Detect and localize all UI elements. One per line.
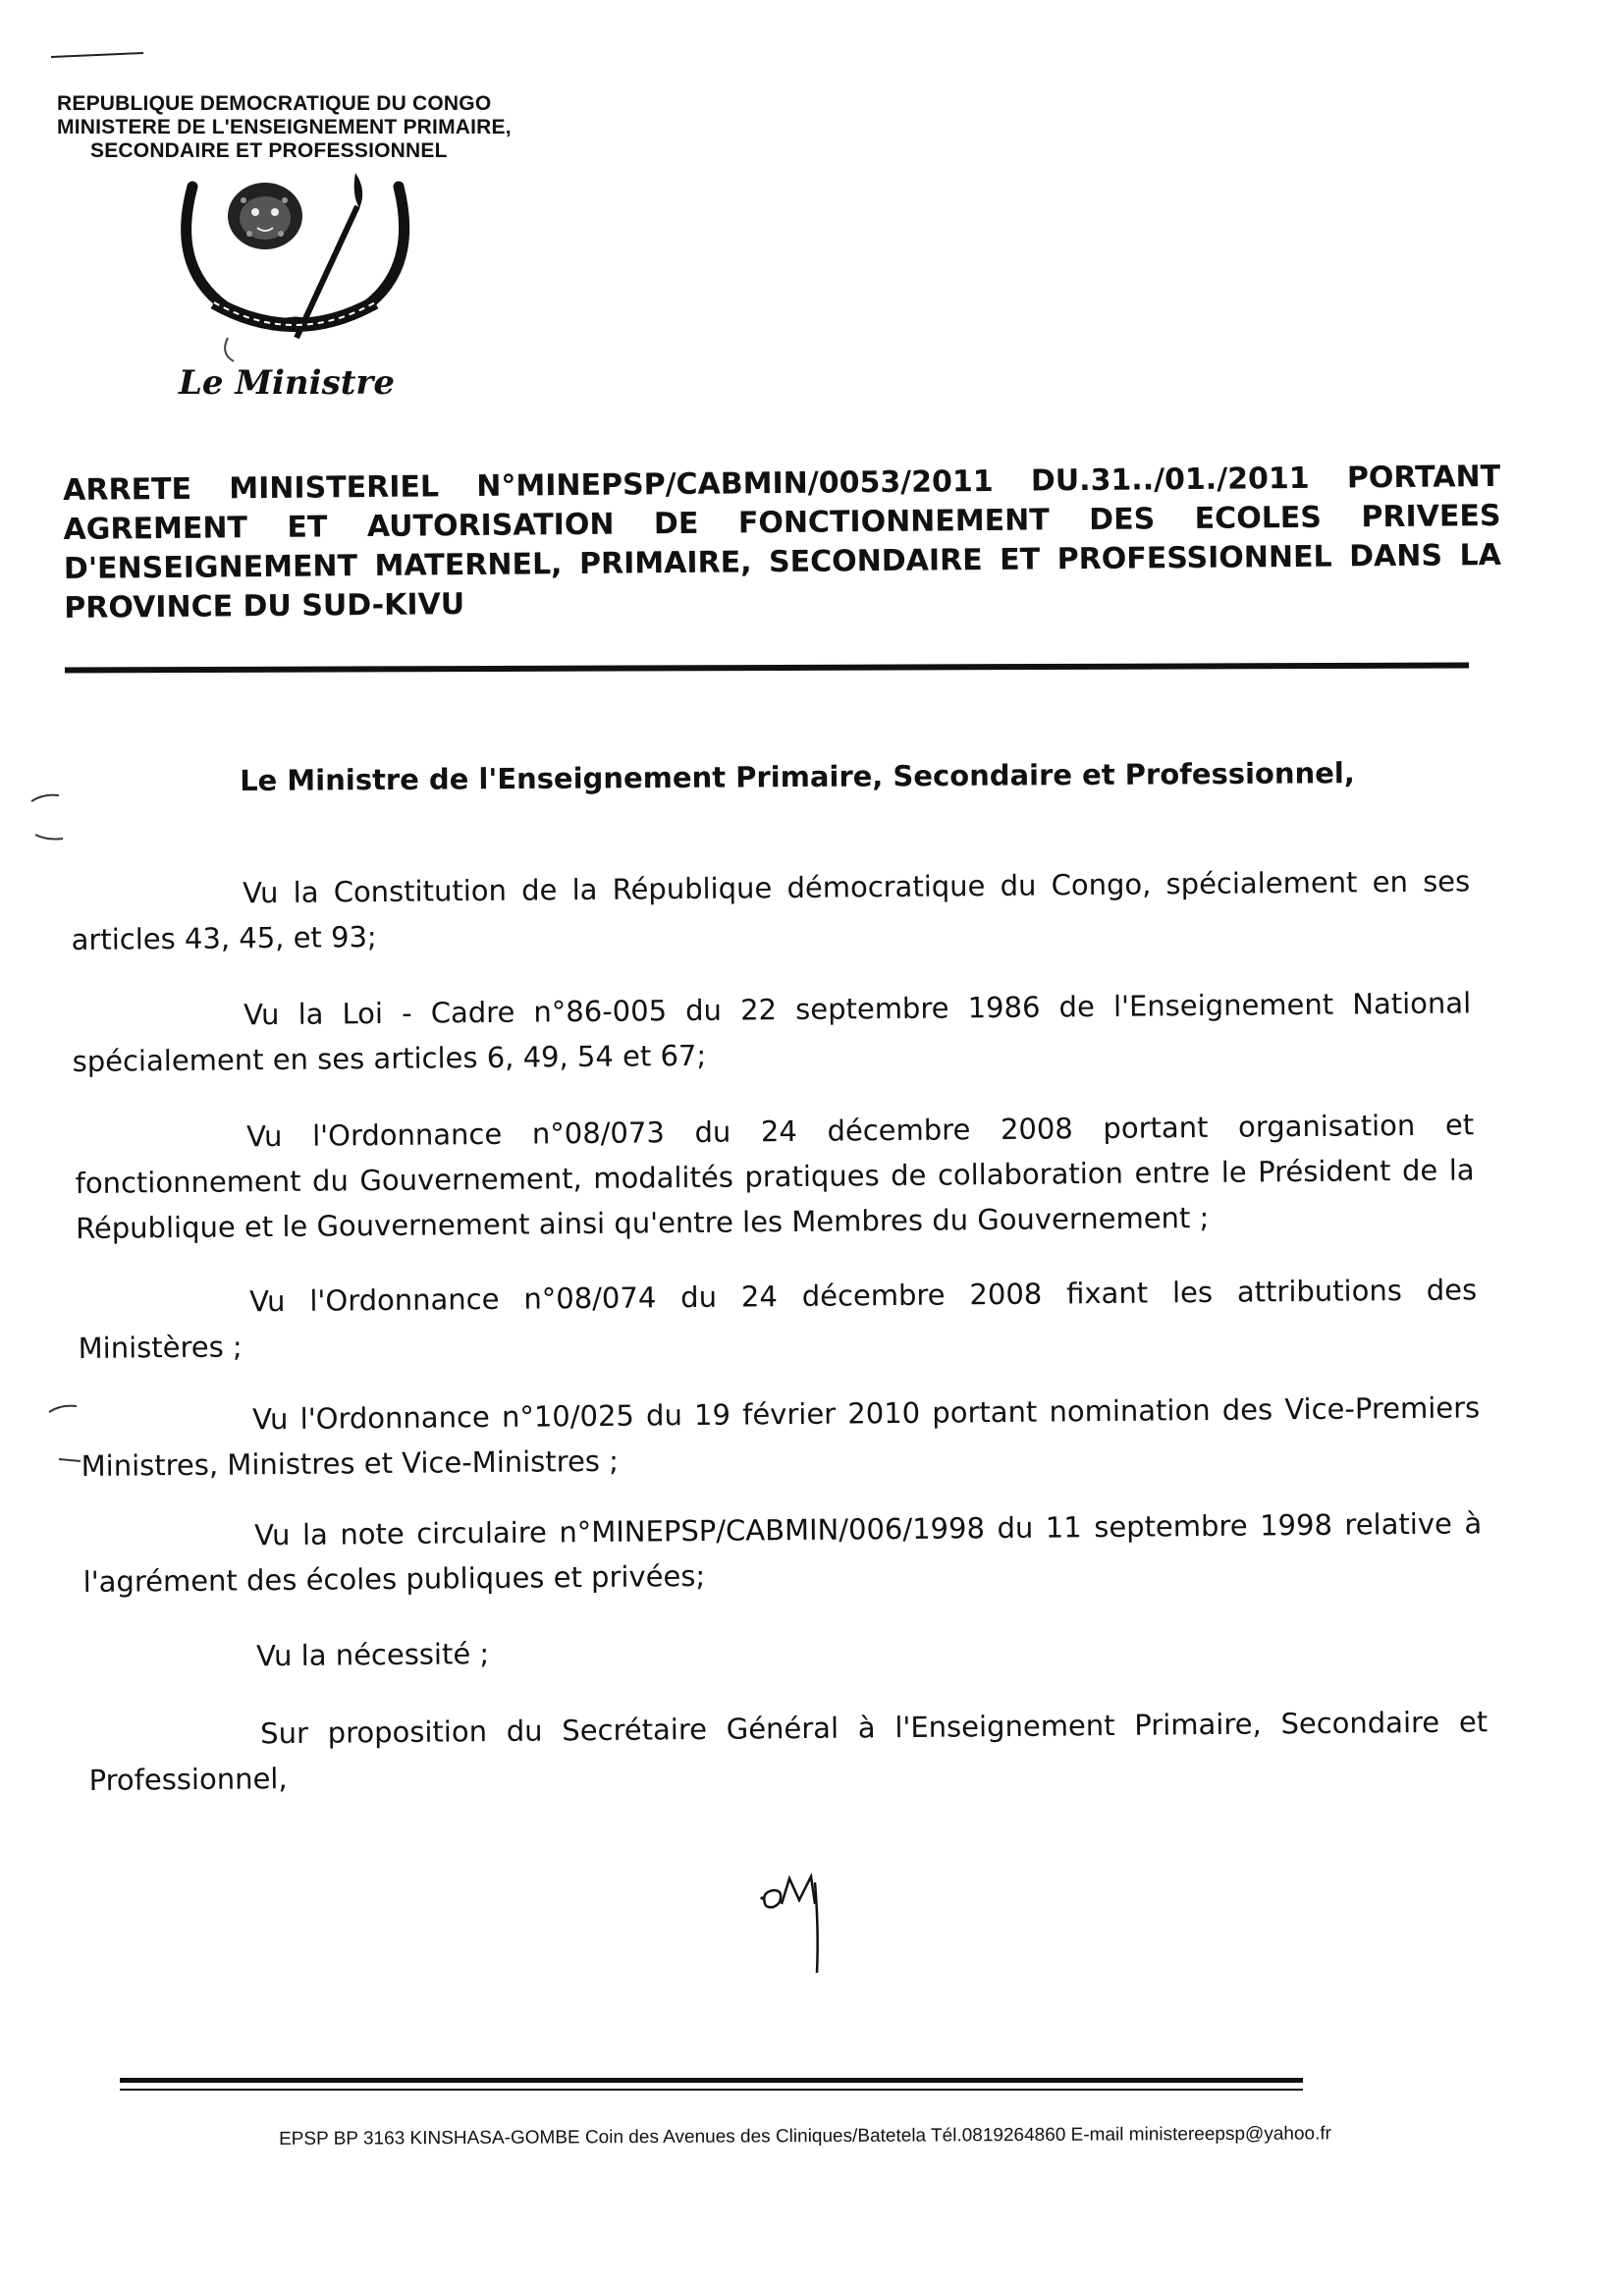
scan-mark-margin [29, 791, 63, 805]
handwritten-initials-icon [756, 1871, 854, 1979]
scan-mark-top-left [49, 49, 147, 61]
dr-congo-coat-of-arms-icon [175, 165, 415, 363]
scan-mark-margin [33, 831, 67, 844]
header-ministry: MINISTERE DE L'ENSEIGNEMENT PRIMAIRE, [57, 116, 512, 138]
header-ministry-cont: SECONDAIRE ET PROFESSIONNEL [90, 139, 448, 162]
header-country: REPUBLIQUE DEMOCRATIQUE DU CONGO [57, 92, 492, 115]
title-divider [65, 663, 1469, 674]
decree-title: ARRETE MINISTERIEL N°MINEPSP/CABMIN/0053/2011 DU.31../01./2011 PORTANT AGREMENT ET AUTORISATION DE FONCTIONNEMENT DES ECOLES PRIVEES D'ENSEIGNEMENT MATERNEL, PRIMAIRE, SECONDAIRE ET PROFESSIONNEL DANS LA PROVINCE DU SUD-KIVU [63, 459, 1502, 626]
considerant-paragraph: Vu la nécessité ; [256, 1637, 490, 1673]
footer-address: EPSP BP 3163 KINSHASA-GOMBE Coin des Avenues des Cliniques/Batetela Tél.0819264860 E-mail ministereepsp@yahoo.fr [279, 2123, 1332, 2150]
considerant-paragraph: Vu la Constitution de la République démocratique du Congo, spécialement en ses articles 43, 45, et 93; [71, 864, 1471, 956]
considerant-paragraph: Vu la Loi - Cadre n°86-005 du 22 septembre 1986 de l'Enseignement National spécialement en ses articles 6, 49, 54 et 67; [72, 986, 1472, 1078]
considerant-paragraph: Vu l'Ordonnance n°08/074 du 24 décembre 2008 fixant les attributions des Ministères ; [78, 1273, 1478, 1365]
footer-divider [120, 2078, 1303, 2083]
footer-divider-thin [120, 2089, 1303, 2091]
considerant-paragraph: Sur proposition du Secrétaire Général à l'Enseignement Primaire, Secondaire et Professionnel, [88, 1705, 1489, 1797]
scan-mark-margin [47, 1402, 81, 1416]
considerant-paragraph: Vu l'Ordonnance n°10/025 du 19 février 2010 portant nomination des Vice-Premiers Ministres, Ministres et Vice-Ministres ; [81, 1390, 1481, 1483]
decree-subject: Le Ministre de l'Enseignement Primaire, Secondaire et Professionnel, [240, 756, 1355, 797]
considerant-paragraph: Vu la note circulaire n°MINEPSP/CABMIN/006/1998 du 11 septembre 1998 relative à l'agrément des écoles publiques et privées; [82, 1506, 1483, 1599]
considerant-paragraph: Vu l'Ordonnance n°08/073 du 24 décembre 2008 portant organisation et fonctionnement du Gouvernement, modalités pratiques de collaboration entre le Président de la République et le Gouvernement ainsi qu'entre les Membres du Gouvernement ; [75, 1108, 1475, 1245]
letterhead [57, 92, 607, 163]
minister-label: Le Ministre [179, 363, 395, 403]
